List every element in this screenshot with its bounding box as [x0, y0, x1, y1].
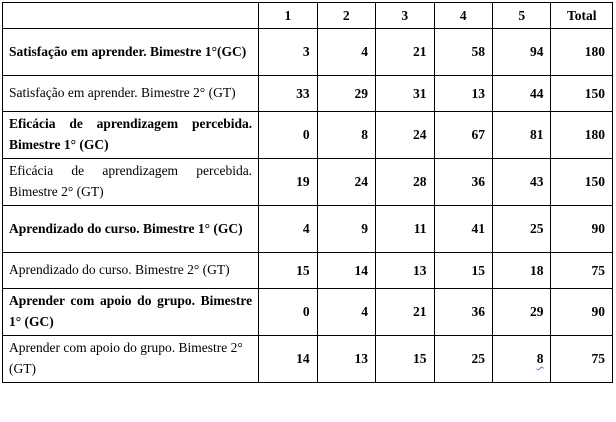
results-table [2, 2, 613, 383]
header-cell-1: 1 [259, 3, 317, 29]
spellcheck-underlined-value: 8 [536, 351, 544, 366]
value-cell-5: 94 [492, 29, 550, 76]
row-label: Satisfação em aprender. Bimestre 2° (GT) [3, 76, 259, 112]
row-label: Aprendizado do curso. Bimestre 2° (GT) [3, 253, 259, 289]
header-cell-total: Total [551, 3, 613, 29]
header-row [3, 3, 613, 29]
value-cell-total: 75 [551, 336, 613, 383]
row-label: Eficácia de aprendizagem percebida. Bimestre 2° (GT) [3, 159, 259, 206]
table-row [3, 112, 613, 159]
table-row [3, 253, 613, 289]
value-cell-4: 36 [434, 159, 492, 206]
value-cell-2: 29 [317, 76, 375, 112]
value-cell-5: 18 [492, 253, 550, 289]
row-label: Aprender com apoio do grupo. Bimestre 2° (GT) [3, 336, 259, 383]
value-cell-3: 13 [376, 253, 434, 289]
value-cell-1: 15 [259, 253, 317, 289]
value-cell-3: 11 [376, 206, 434, 253]
table-row [3, 206, 613, 253]
value-cell-4: 13 [434, 76, 492, 112]
value-cell-total: 180 [551, 29, 613, 76]
row-label: Aprender com apoio do grupo. Bimestre 1° (GC) [3, 289, 259, 336]
value-cell-total: 90 [551, 289, 613, 336]
value-cell-5: 44 [492, 76, 550, 112]
value-cell-total: 75 [551, 253, 613, 289]
value-cell-3: 24 [376, 112, 434, 159]
value-cell-5 [492, 336, 550, 383]
table-header [3, 3, 613, 29]
value-cell-total: 180 [551, 112, 613, 159]
table-row [3, 336, 613, 383]
table-body [3, 29, 613, 383]
value-cell-1: 14 [259, 336, 317, 383]
value-cell-1: 4 [259, 206, 317, 253]
value-cell-4: 36 [434, 289, 492, 336]
value-cell-total: 90 [551, 206, 613, 253]
value-cell-1: 19 [259, 159, 317, 206]
header-cell-label [3, 3, 259, 29]
value-cell-4: 67 [434, 112, 492, 159]
row-label: Aprendizado do curso. Bimestre 1° (GC) [3, 206, 259, 253]
value-cell-4: 25 [434, 336, 492, 383]
value-cell-2: 13 [317, 336, 375, 383]
header-cell-2: 2 [317, 3, 375, 29]
value-cell-1: 0 [259, 112, 317, 159]
value-cell-total: 150 [551, 159, 613, 206]
value-cell-3: 15 [376, 336, 434, 383]
table-row [3, 29, 613, 76]
header-cell-4: 4 [434, 3, 492, 29]
value-cell-1: 33 [259, 76, 317, 112]
value-cell-2: 4 [317, 29, 375, 76]
value-cell-2: 9 [317, 206, 375, 253]
value-cell-4: 58 [434, 29, 492, 76]
value-cell-1: 3 [259, 29, 317, 76]
value-cell-5: 25 [492, 206, 550, 253]
value-cell-4: 15 [434, 253, 492, 289]
value-cell-3: 21 [376, 29, 434, 76]
value-cell-2: 24 [317, 159, 375, 206]
value-cell-1: 0 [259, 289, 317, 336]
header-cell-5: 5 [492, 3, 550, 29]
value-cell-5: 29 [492, 289, 550, 336]
value-cell-2: 14 [317, 253, 375, 289]
value-cell-4: 41 [434, 206, 492, 253]
value-cell-total: 150 [551, 76, 613, 112]
table-row [3, 76, 613, 112]
table-row [3, 289, 613, 336]
value-cell-5: 81 [492, 112, 550, 159]
value-cell-3: 31 [376, 76, 434, 112]
row-label: Satisfação em aprender. Bimestre 1°(GC) [3, 29, 259, 76]
value-cell-3: 28 [376, 159, 434, 206]
value-cell-2: 8 [317, 112, 375, 159]
row-label: Eficácia de aprendizagem percebida. Bimestre 1° (GC) [3, 112, 259, 159]
value-cell-3: 21 [376, 289, 434, 336]
header-cell-3: 3 [376, 3, 434, 29]
table-row [3, 159, 613, 206]
value-cell-5: 43 [492, 159, 550, 206]
value-cell-2: 4 [317, 289, 375, 336]
